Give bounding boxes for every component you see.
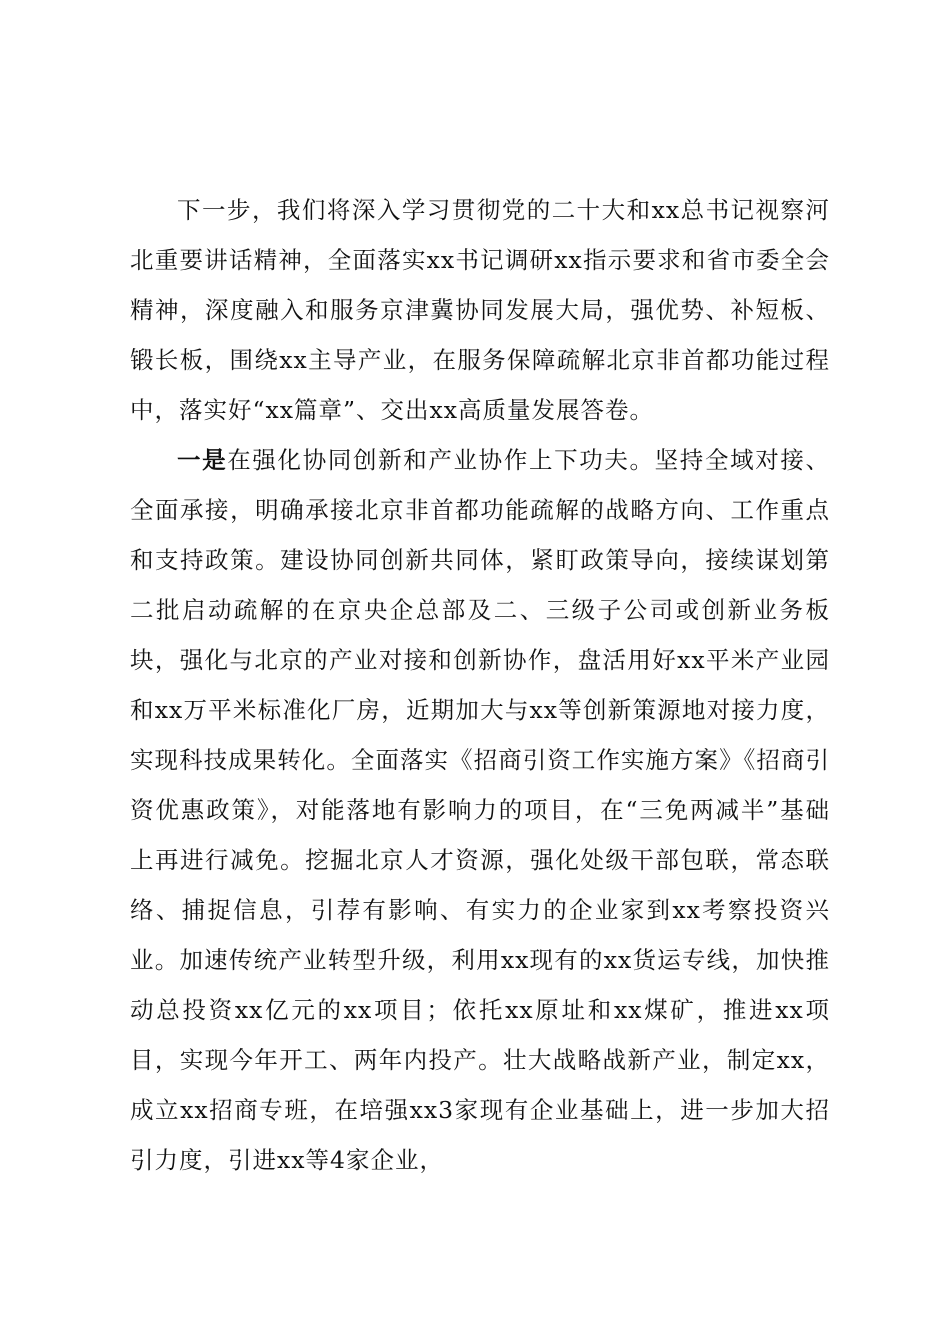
- paragraph-point-one: [130, 435, 830, 1185]
- document-body: [130, 185, 830, 1185]
- paragraph-next-steps: [130, 185, 830, 435]
- paragraph-point-one-lead: 一是: [177, 446, 228, 474]
- paragraph-next-steps-text: 下一步，我们将深入学习贯彻党的二十大和xx总书记视察河北重要讲话精神，全面落实xx书记调研xx指示要求和省市委全会精神，深度融入和服务京津冀协同发展大局，强优势、补短板、锻长板，围绕xx主导产业，在服务保障疏解北京非首都功能过程中，落实好“xx篇章”、交出xx高质量发展答卷。: [130, 196, 830, 424]
- paragraph-point-one-text: 在强化协同创新和产业协作上下功夫。坚持全域对接、全面承接，明确承接北京非首都功能疏解的战略方向、工作重点和支持政策。建设协同创新共同体，紧盯政策导向，接续谋划第二批启动疏解的在京央企总部及二、三级子公司或创新业务板块，强化与北京的产业对接和创新协作，盘活用好xx平米产业园和xx万平米标准化厂房，近期加大与xx等创新策源地对接力度，实现科技成果转化。全面落实《招商引资工作实施方案》《招商引资优惠政策》，对能落地有影响力的项目，在“三免两减半”基础上再进行减免。挖掘北京人才资源，强化处级干部包联，常态联络、捕捉信息，引荐有影响、有实力的企业家到xx考察投资兴业。加速传统产业转型升级，利用xx现有的xx货运专线，加快推动总投资xx亿元的xx项目；依托xx原址和xx煤矿，推进xx项目，实现今年开工、两年内投产。壮大战略战新产业，制定xx，成立xx招商专班，在培强xx3家现有企业基础上，进一步加大招引力度，引进xx等4家企业，: [130, 446, 831, 1174]
